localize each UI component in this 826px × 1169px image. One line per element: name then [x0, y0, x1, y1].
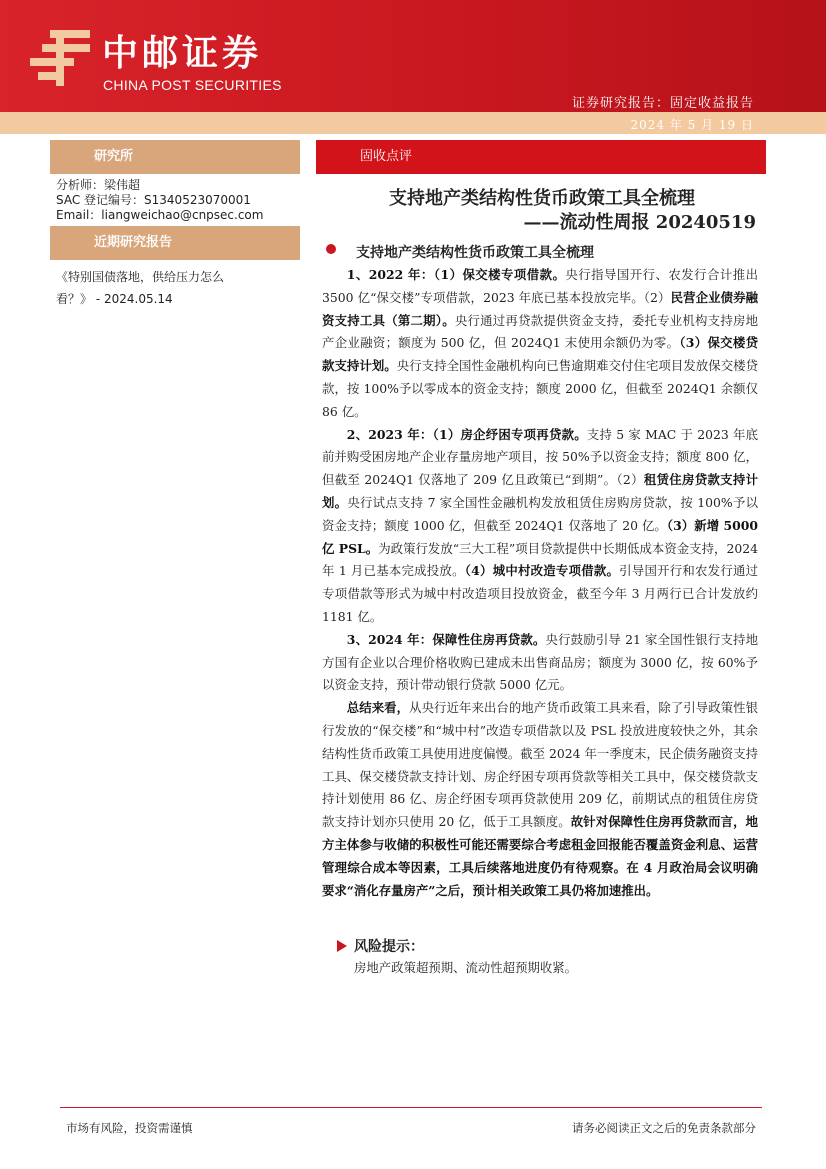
text-run: 央行支持全国性金融机构向已售逾期难交付住宅项目发放保交楼贷款，按 100%予以零成本的资金支持；额度 2000 亿，但截至 2024Q1 余额仅 86 亿。	[322, 358, 759, 419]
bold-run: 租赁住房贷款支持计划。	[322, 472, 758, 510]
institute-label: 研究所	[50, 140, 300, 174]
report-date: 2024 年 5 月 19 日	[630, 118, 754, 132]
china-post-logo-icon	[28, 28, 92, 88]
brand-name-en: CHINA POST SECURITIES	[103, 77, 282, 93]
analyst-email[interactable]: Email：liangweichao@cnpsec.com	[56, 208, 264, 222]
analyst-sac: SAC 登记编号：S1340523070001	[56, 193, 251, 207]
bold-run: （3）新增 5000 亿 PSL。	[322, 517, 758, 556]
body-paragraph	[322, 264, 758, 424]
report-type: 证券研究报告：固定收益报告	[571, 96, 754, 111]
recent-report-line: 看？》 - 2024.05.14	[56, 292, 173, 306]
body-paragraph	[322, 697, 758, 902]
arrow-right-icon	[337, 940, 347, 952]
bold-run: 2、2023 年：（1）房企纾困专项再贷款。	[346, 426, 587, 442]
text-run: 央行通过再贷款提供资金支持，委托专业机构支持房地产企业融资；额度为 500 亿，但 2024Q1 末使用余额仍为零。	[322, 312, 758, 351]
text-run: 央行鼓励引导 21 家全国性银行支持地方国有企业以合理价格收购已建成未出售商品房；额度为 3000 亿，按 60%予以资金支持，预计带动银行贷款 5000 亿元。	[322, 631, 758, 693]
section-heading: 支持地产类结构性货币政策工具全梳理	[356, 245, 594, 261]
brand-name-cn: 中邮证券	[102, 33, 263, 74]
text-run: 从央行近年来出台的地产货币政策工具来看，除了引导政策性银行发放的“保交楼”和“城中村”改造专项借款以及 PSL 投放进度较快之外，其余结构性货币政策工具使用进度偏慢。截至 2024 年一季度末，民企债务融资支持工具、保交楼贷款支持计划、房企纾困专项再贷款等相关工具中，保交楼贷款支持计划使用 86 亿、房企纾困专项再贷款使用 209 亿，前期试点的租赁住房贷款支持计划亦只使用 20 亿，低于工具额度。	[322, 700, 759, 830]
recent-report-link[interactable]	[56, 266, 296, 310]
report-subtitle: ——流动性周报 20240519	[523, 212, 756, 233]
bold-run: 民营企业债券融资支持工具（第二期）。	[322, 289, 759, 328]
footer-disclaimer-left: 市场有风险，投资需谨慎	[66, 1121, 193, 1135]
risk-heading: 风险提示：	[354, 939, 424, 955]
bullet-icon	[326, 244, 336, 254]
recent-reports-label: 近期研究报告	[50, 226, 300, 260]
body-paragraph	[322, 424, 758, 629]
analyst-info	[56, 178, 263, 223]
bold-run: 故针对保障性住房再贷款而言，地方主体参与收储的积极性可能还需要综合考虑租金回报能否覆盖资金利息、运营管理综合成本等因素，工具后续落地进度仍有待观察。在 4 月政治局会议明确要求“消化存量房产”之后，预计相关政策工具仍将加速推出。	[322, 814, 758, 898]
text-run: 引导国开行和农发行通过专项借款等形式为城中村改造项目投放资金，截至今年 3 月两行已合计发放约 1181 亿。	[322, 563, 759, 624]
report-body	[322, 264, 758, 902]
text-run: 支持 5 家 MAC 于 2023 年底前并购受困房地产企业存量房地产项目，按 50%予以资金支持；额度 800 亿，但截至 2024Q1 仅落地了 209 亿且政策已“到期”。（2）	[322, 426, 759, 488]
footer-disclaimer-right: 请务必阅读正文之后的免责条款部分	[572, 1121, 756, 1135]
body-paragraph	[322, 629, 758, 697]
bold-run: （4）城中村改造专项借款。	[464, 563, 620, 579]
category-label: 固收点评	[316, 140, 766, 174]
text-run: 为政策行发放“三大工程”项目贷款提供中长期低成本资金支持，2024 年 1 月已基本完成投放。	[322, 540, 758, 579]
analyst-name: 分析师：梁伟超	[56, 178, 141, 192]
bold-run: 1、2022 年：（1）保交楼专项借款。	[346, 267, 566, 282]
text-run: 央行指导国开行、农发行合计推出 3500 亿“保交楼”专项借款，2023 年底已基本投放完毕。（2）	[322, 267, 759, 305]
recent-report-line: 《特别国债落地，供给压力怎么	[56, 270, 225, 284]
footer-divider	[60, 1107, 762, 1108]
text-run: 央行试点支持 7 家全国性金融机构发放租赁住房购房贷款，按 100%予以资金支持；额度 1000 亿，但截至 2024Q1 仅落地了 20 亿。	[322, 494, 759, 533]
bold-run: 3、2024 年：保障性住房再贷款。	[346, 631, 546, 647]
report-title: 支持地产类结构性货币政策工具全梳理	[389, 188, 695, 209]
risk-text: 房地产政策超预期、流动性超预期收紧。	[354, 960, 578, 975]
bold-run: 总结来看，	[346, 700, 410, 716]
bold-run: （3）保交楼贷款支持计划。	[322, 335, 759, 374]
